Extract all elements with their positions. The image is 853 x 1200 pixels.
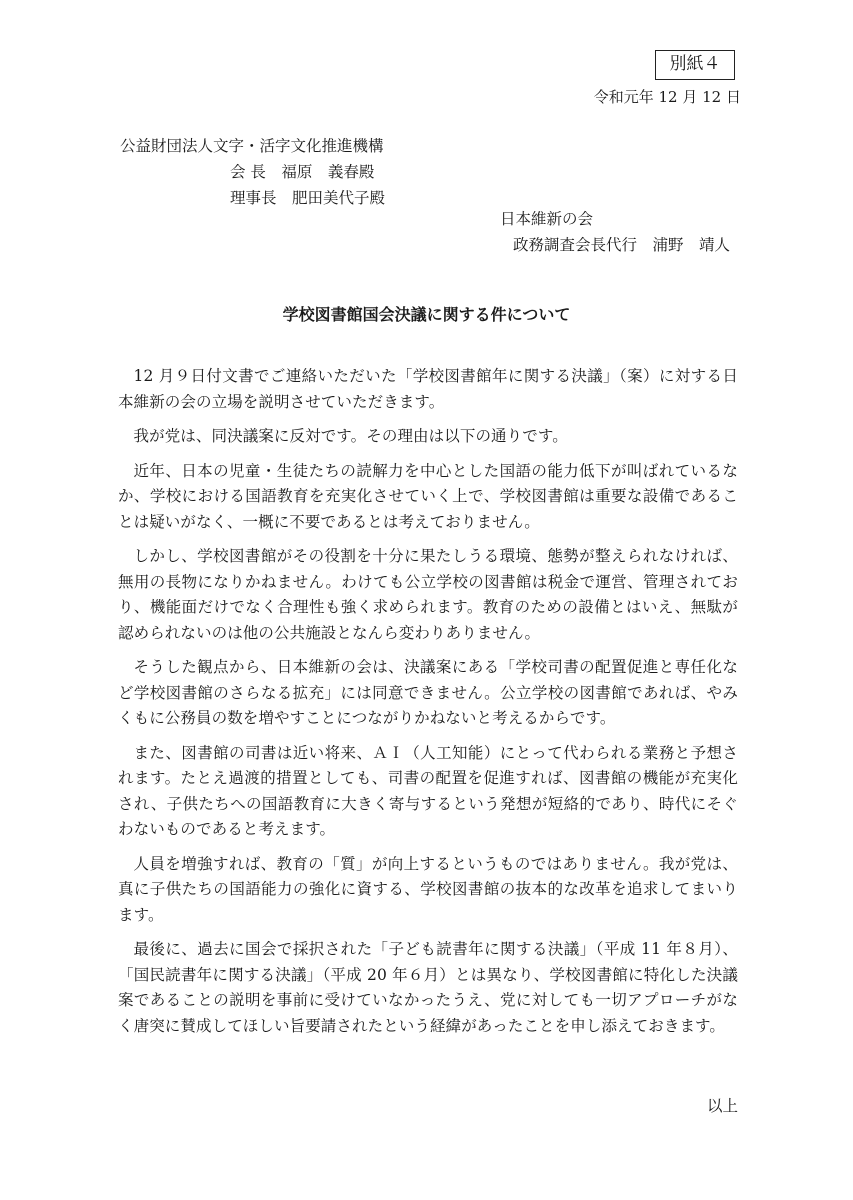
attachment-label: 別紙４ [655,50,735,80]
closing-mark: 以上 [706,1097,738,1115]
document-date: 令和元年 12 月 12 日 [593,88,741,106]
paragraph: 我が党は、同決議案に反対です。その理由は以下の通りです。 [133,427,568,445]
paragraph: 最後に、過去に国会で採択された「子ども読書年に関する決議」（平成 11 年８月）、「国民読書年に関する決議」（平成 20 年６月）とは異なり、学校図書館に特化した決議案であることの説明を事前に受けていなかったうえ、党に対しても一切アプローチがなく唐突に賛成してほしい旨要請されたという経緯があったことを申し添えておきます。 [118,940,738,1035]
paragraph: 人員を増強すれば、教育の「質」が向上するというものではありません。我が党は、真に子供たちの国語能力の強化に資する、学校図書館の抜本的な改革を追求してまいります。 [118,854,738,924]
document-body [118,364,738,1048]
document-title: 学校図書館国会決議に関する件について [282,305,571,324]
paragraph: 12 月９日付文書でご連絡いただいた「学校図書館年に関する決議」（案）に対する日本維新の会の立場を説明させていただきます。 [118,367,738,411]
paragraph: また、図書館の司書は近い将来、ＡＩ（人工知能）にとって代わられる業務と予想されます。たとえ過渡的措置としても、司書の配置を促進すれば、図書館の機能が充実化され、子供たちへの国語教育に大きく寄与するという発想が短絡的であり、時代にそぐわないものであると考えます。 [118,743,738,838]
addressee-director: 理事長 肥田美代子殿 [230,189,386,207]
paragraph: 近年、日本の児童・生徒たちの読解力を中心とした国語の能力低下が叫ばれているなか、学校における国語教育を充実化させていく上で、学校図書館は重要な設備であることは疑いがなく、一概に不要であるとは考えておりません。 [118,461,738,531]
paragraph: そうした観点から、日本維新の会は、決議案にある「学校司書の配置促進と専任化など学校図書館のさらなる拡充」には同意できません。公立学校の図書館であれば、やみくもに公務員の数を増やすことにつながりかねないと考えるからです。 [118,658,738,727]
paragraph: しかし、学校図書館がその役割を十分に果たしうる環境、態勢が整えられなければ、無用の長物になりかねません。わけても公立学校の図書館は税金で運営、管理されており、機能面だけでなく合理性も強く求められます。教育のための設備とはいえ、無駄が認められないのは他の公共施設となんら変わりありません。 [118,547,738,642]
sender-name: 政務調査会長代行 浦野 靖人 [513,236,731,254]
addressee-organization: 公益財団法人文字・活字文化推進機構 [120,137,384,155]
sender-organization: 日本維新の会 [500,210,594,228]
addressee-chairman: 会 長 福原 義春殿 [230,163,375,181]
